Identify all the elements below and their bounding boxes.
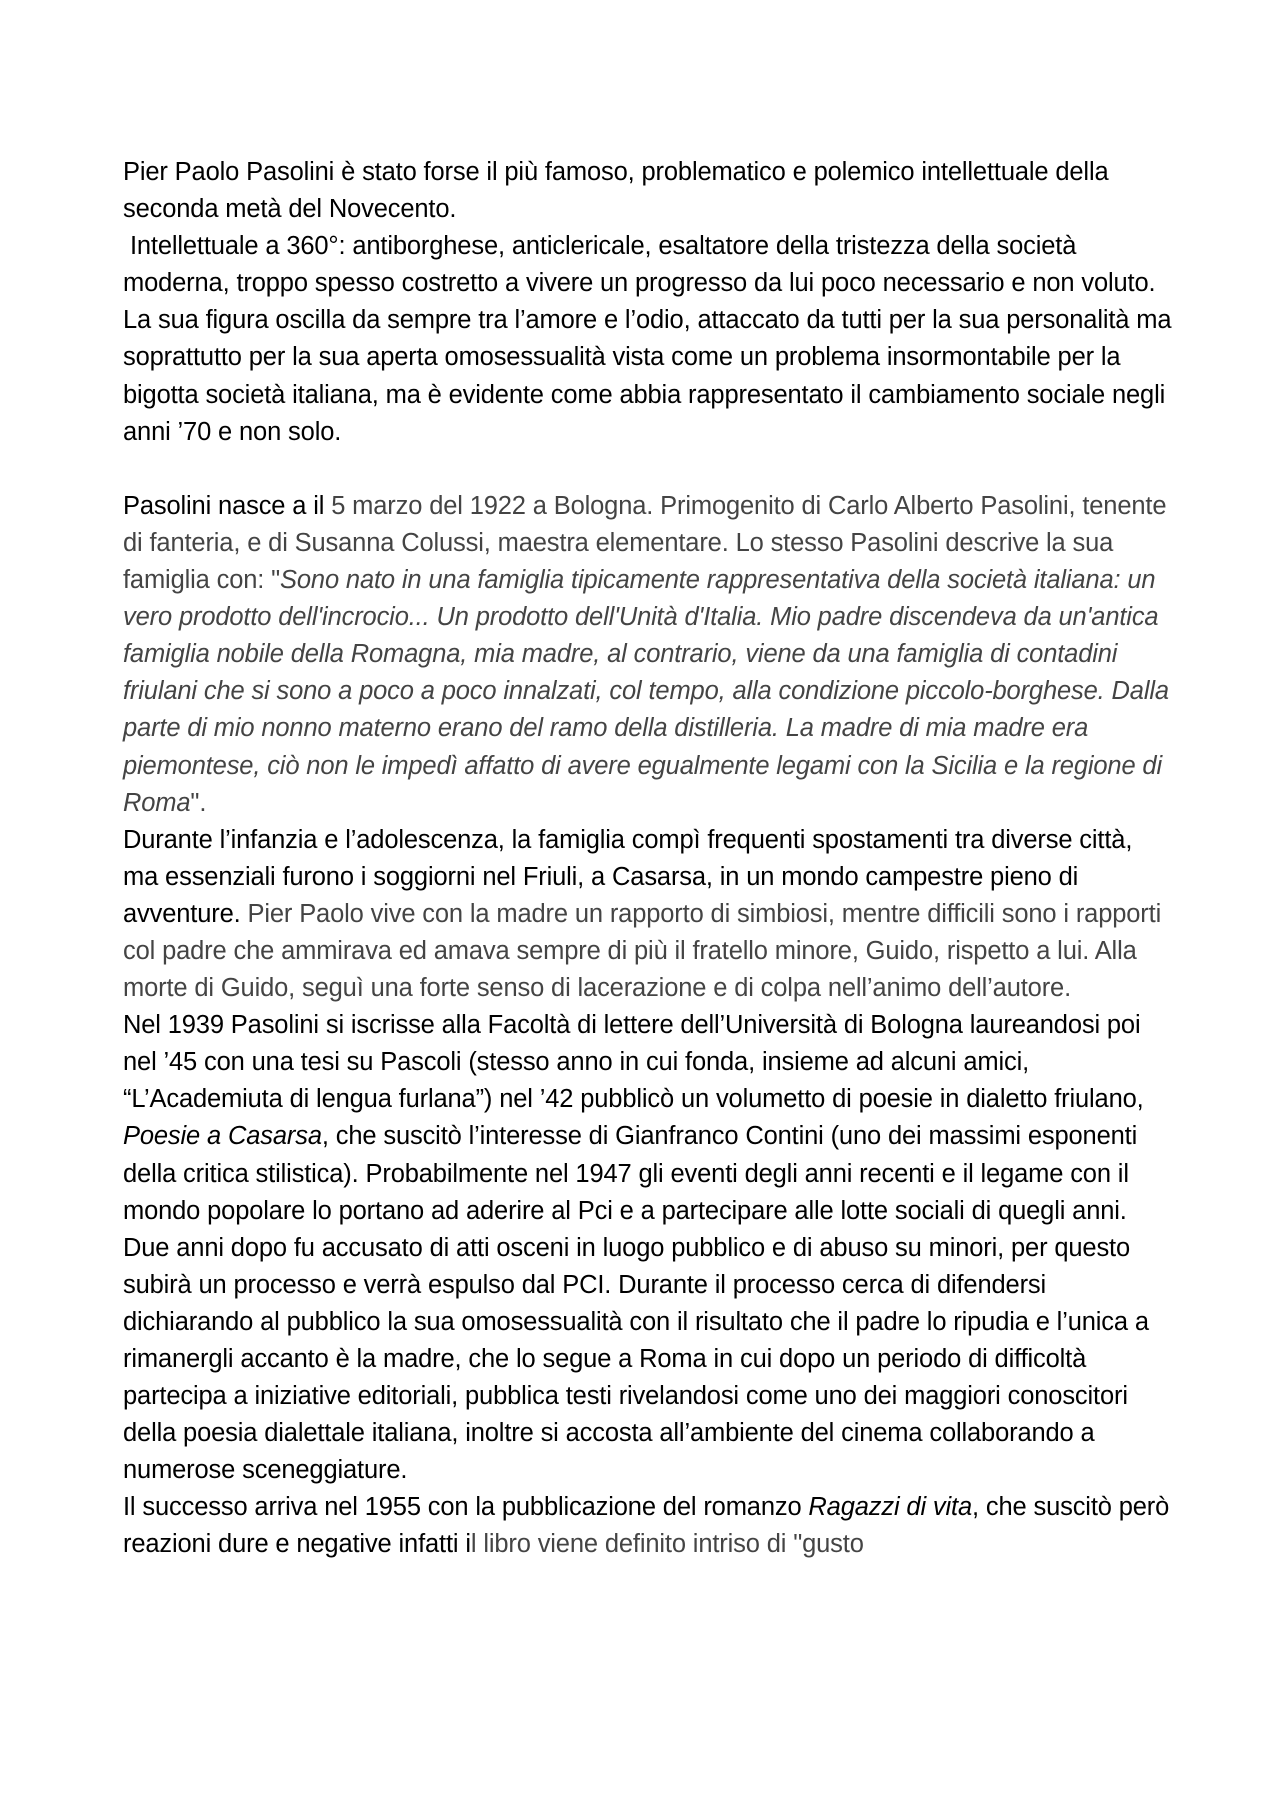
paragraph-birth (123, 488, 1173, 822)
university-text: Nel 1939 Pasolini si iscrisse alla Facoltà di lettere dell’Università di Bologna laureandosi poi nel ’45 con una tesi su Pascoli (stesso anno in cui fonda, insieme ad alcuni amici, “L’Academiuta di lengua furlana”) nel ’42 pubblicò un volumetto di poesie in dialetto friulano, (123, 1011, 1144, 1114)
paragraph-success (123, 1489, 1173, 1563)
childhood-mother-text: Pier Paolo vive con la madre un rapporto di simbiosi, mentre difficili sono i rapporti col padre che ammirava ed amava sempre di più il fratello minore, Guido, rispetto a lui. Alla morte di Guido, seguì una forte senso di lacerazione e di colpa nell’animo dell’autore. (123, 899, 1162, 1003)
birth-quote-close: ". (190, 788, 207, 817)
book-title-ragazzi-di-vita: Ragazzi di vita (808, 1493, 972, 1522)
paragraph-intellectual-text: Intellettuale a 360°: antiborghese, anticlericale, esaltatore della tristezza della società moderna, troppo spesso costretto a vivere un progresso da lui poco necessario e non voluto. La sua figura oscilla da sempre tra l’amore e l’odio, attaccato da tutti per la sua personalità ma soprattutto per la sua aperta omosessualità vista come un problema insormontabile per la bigotta società italiana, ma è evidente come abbia rappresentato il cambiamento sociale negli anni ’70 e non solo. (123, 232, 1179, 446)
success-text: Il successo arriva nel 1955 con la pubblicazione del romanzo (123, 1493, 809, 1522)
document-body (123, 154, 1179, 1564)
paragraph-spacer (123, 451, 1173, 488)
book-title-poesie-a-casarsa: Poesie a Casarsa (123, 1122, 322, 1151)
success-text-continued: , che suscitò però reazioni dure e negative infatti i (123, 1493, 1170, 1559)
success-text-grey: l libro viene definito intriso di "gusto (470, 1530, 864, 1559)
university-text-continued: , che suscitò l’interesse di Gianfranco Contini (uno dei massimi esponenti della critica stilistica). Probabilmente nel 1947 gli eventi degli anni recenti e il legame con il mondo popolare lo portano ad aderire al Pci e a partecipare alle lotte sociali di quegli anni. Due anni dopo fu accusato di atti osceni in luogo pubblico e di abuso su minori, per questo subirà un processo e verrà espulso dal PCI. Durante il processo cerca di difendersi dichiarando al pubblico la sua omosessualità con il risultato che il padre lo ripudia e l’unica a rimanergli accanto è la madre, che lo segue a Roma in cui dopo un periodo di difficoltà partecipa a iniziative editoriali, pubblica testi rivelandosi come uno dei maggiori conoscitori della poesia dialettale italiana, inoltre si accosta all’ambiente del cinema collaborando a numerose sceneggiature. (123, 1122, 1149, 1485)
paragraph-intellectual (123, 228, 1179, 451)
birth-quote: Sono nato in una famiglia tipicamente rappresentativa della società italiana: un vero prodotto dell'incrocio... Un prodotto dell'Unità d'Italia. Mio padre discendeva da un'antica famiglia nobile della Romagna, mia madre, al contrario, viene da una famiglia di contadini friulani che si sono a poco a poco innalzati, col tempo, alla condizione piccolo-borghese. Dalla parte di mio nonno materno erano del ramo della distilleria. La madre di mia madre era piemontese, ciò non le impedì affatto di avere egualmente legami con la Sicilia e la regione di Roma (123, 566, 1169, 817)
birth-text-details: 5 marzo del 1922 a Bologna. Primogenito di Carlo Alberto Pasolini, tenente di fanteria, e di Susanna Colussi, maestra elementare. Lo stesso Pasolini descrive la sua famiglia con: " (123, 491, 1167, 595)
childhood-text: Durante l’infanzia e l’adolescenza, la famiglia compì frequenti spostamenti tra diverse città, ma essenziali furono i soggiorni nel Friuli, a Casarsa, in un mondo campestre pieno di avventure. (123, 825, 1133, 928)
paragraph-intro (123, 154, 1173, 228)
birth-text-lead: Pasolini nasce a il (123, 491, 332, 520)
paragraph-university (123, 1007, 1173, 1489)
paragraph-childhood (123, 822, 1173, 1007)
paragraph-intro-text: Pier Paolo Pasolini è stato forse il più famoso, problematico e polemico intellettuale della seconda metà del Novecento. (123, 158, 1109, 224)
